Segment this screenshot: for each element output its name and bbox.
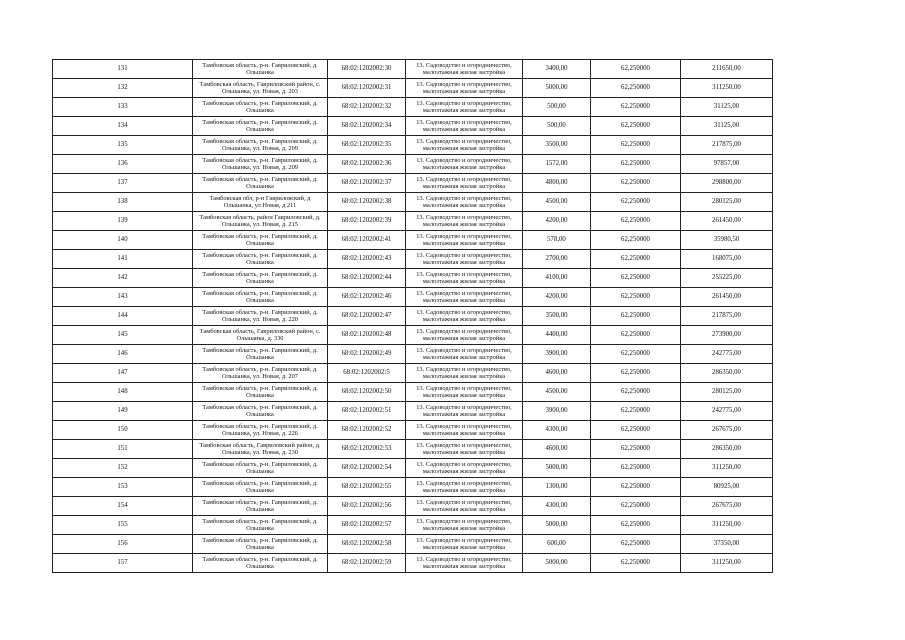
cadastral-number-cell: 68:02:1202002:59 xyxy=(328,554,406,573)
amount-cell: 211650,00 xyxy=(681,60,773,79)
cadastral-number-cell: 68:02:1202002:31 xyxy=(328,79,406,98)
land-use-cell: 13. Садоводство и огородничество, малоэтажная жилая застройка xyxy=(406,174,523,193)
land-use-cell: 13. Садоводство и огородничество, малоэтажная жилая застройка xyxy=(406,98,523,117)
rate-cell: 62,250000 xyxy=(591,288,681,307)
row-number-cell: 140 xyxy=(53,231,193,250)
document-sheet xyxy=(52,59,772,573)
address-cell: Тамбовская область, р-н. Гавриловский, д. Ольшанка xyxy=(193,345,328,364)
cadastral-number-cell: 68:02:1202002:57 xyxy=(328,516,406,535)
address-cell: Тамбовская область, р-н. Гавриловский, д. Ольшанка xyxy=(193,383,328,402)
table-row xyxy=(53,345,773,364)
address-cell: Тамбовская область, р-н. Гавриловский, д. Ольшанка xyxy=(193,554,328,573)
cadastral-number-cell: 68:02:1202002:34 xyxy=(328,117,406,136)
cadastral-number-cell: 68:02:1202002:53 xyxy=(328,440,406,459)
rate-cell: 62,250000 xyxy=(591,535,681,554)
address-cell: Тамбовская область, р-н. Гавриловский, д. Ольшанка xyxy=(193,174,328,193)
row-number-cell: 151 xyxy=(53,440,193,459)
table-row xyxy=(53,516,773,535)
row-number-cell: 153 xyxy=(53,478,193,497)
land-use-cell: 13. Садоводство и огородничество, малоэтажная жилая застройка xyxy=(406,516,523,535)
row-number-cell: 133 xyxy=(53,98,193,117)
area-cell: 4400,00 xyxy=(523,326,591,345)
amount-cell: 31125,00 xyxy=(681,98,773,117)
amount-cell: 35980,50 xyxy=(681,231,773,250)
amount-cell: 31125,00 xyxy=(681,117,773,136)
area-cell: 5000,00 xyxy=(523,459,591,478)
cadastral-number-cell: 68:02:1202002:56 xyxy=(328,497,406,516)
amount-cell: 97857,00 xyxy=(681,155,773,174)
area-cell: 4200,00 xyxy=(523,212,591,231)
table-row xyxy=(53,383,773,402)
area-cell: 4200,00 xyxy=(523,288,591,307)
cadastral-number-cell: 68:02:1202002:39 xyxy=(328,212,406,231)
land-use-cell: 13. Садоводство и огородничество, малоэтажная жилая застройка xyxy=(406,60,523,79)
land-use-cell: 13. Садоводство и огородничество, малоэтажная жилая застройка xyxy=(406,231,523,250)
table-row xyxy=(53,269,773,288)
amount-cell: 273900,00 xyxy=(681,326,773,345)
land-use-cell: 13. Садоводство и огородничество, малоэтажная жилая застройка xyxy=(406,383,523,402)
area-cell: 5000,00 xyxy=(523,516,591,535)
rate-cell: 62,250000 xyxy=(591,98,681,117)
address-cell: Тамбовская область, р-н. Гавриловский, д. Ольшанка xyxy=(193,478,328,497)
table-row xyxy=(53,497,773,516)
address-cell: Тамбовская область, р-н. Гавриловский, д. Ольшанка xyxy=(193,269,328,288)
table-body xyxy=(53,60,773,573)
row-number-cell: 149 xyxy=(53,402,193,421)
address-cell: Тамбовская область, р-н. Гавриловский, д. Ольшанка xyxy=(193,231,328,250)
row-number-cell: 135 xyxy=(53,136,193,155)
cadastral-number-cell: 68:02:1202002:47 xyxy=(328,307,406,326)
address-cell: Тамбовская область, р-н. Гавриловский, д. Ольшанка xyxy=(193,117,328,136)
table-row xyxy=(53,440,773,459)
amount-cell: 280125,00 xyxy=(681,383,773,402)
table-row xyxy=(53,554,773,573)
row-number-cell: 148 xyxy=(53,383,193,402)
row-number-cell: 132 xyxy=(53,79,193,98)
area-cell: 2700,00 xyxy=(523,250,591,269)
table-row xyxy=(53,231,773,250)
amount-cell: 267675,00 xyxy=(681,421,773,440)
area-cell: 4300,00 xyxy=(523,497,591,516)
amount-cell: 217875,00 xyxy=(681,136,773,155)
cadastral-number-cell: 68:02:1202002:5 xyxy=(328,364,406,383)
row-number-cell: 139 xyxy=(53,212,193,231)
row-number-cell: 155 xyxy=(53,516,193,535)
area-cell: 4600,00 xyxy=(523,440,591,459)
row-number-cell: 144 xyxy=(53,307,193,326)
area-cell: 3500,00 xyxy=(523,307,591,326)
rate-cell: 62,250000 xyxy=(591,79,681,98)
land-use-cell: 13. Садоводство и огородничество, малоэтажная жилая застройка xyxy=(406,250,523,269)
area-cell: 4500,00 xyxy=(523,193,591,212)
land-use-cell: 13. Садоводство и огородничество, малоэтажная жилая застройка xyxy=(406,535,523,554)
area-cell: 5000,00 xyxy=(523,554,591,573)
rate-cell: 62,250000 xyxy=(591,174,681,193)
address-cell: Тамбовская область, район Гавриловский, д. Ольшанка, ул. Новая, д. 215 xyxy=(193,212,328,231)
amount-cell: 80925,00 xyxy=(681,478,773,497)
address-cell: Тамбовская область, р-н. Гавриловский, д. Ольшанка xyxy=(193,250,328,269)
land-use-cell: 13. Садоводство и огородничество, малоэтажная жилая застройка xyxy=(406,402,523,421)
area-cell: 1572,00 xyxy=(523,155,591,174)
row-number-cell: 145 xyxy=(53,326,193,345)
cadastral-number-cell: 68:02:1202002:36 xyxy=(328,155,406,174)
rate-cell: 62,250000 xyxy=(591,497,681,516)
amount-cell: 311250,00 xyxy=(681,459,773,478)
area-cell: 1300,00 xyxy=(523,478,591,497)
area-cell: 4500,00 xyxy=(523,383,591,402)
area-cell: 4600,00 xyxy=(523,364,591,383)
rate-cell: 62,250000 xyxy=(591,307,681,326)
amount-cell: 261450,00 xyxy=(681,212,773,231)
table-row xyxy=(53,117,773,136)
rate-cell: 62,250000 xyxy=(591,345,681,364)
amount-cell: 311250,00 xyxy=(681,516,773,535)
cadastral-number-cell: 68:02:1202002:43 xyxy=(328,250,406,269)
table-row xyxy=(53,459,773,478)
address-cell: Тамбовская обл, р-н Гавриловский, д Ольшанка, ул Новая, д 211 xyxy=(193,193,328,212)
amount-cell: 311250,00 xyxy=(681,554,773,573)
area-cell: 3400,00 xyxy=(523,60,591,79)
table-row xyxy=(53,326,773,345)
land-use-cell: 13. Садоводство и огородничество, малоэтажная жилая застройка xyxy=(406,497,523,516)
rate-cell: 62,250000 xyxy=(591,383,681,402)
address-cell: Тамбовская область, р-н. Гавриловский, д. Ольшанка, ул. Новая, д. 207 xyxy=(193,364,328,383)
cadastral-number-cell: 68:02:1202002:41 xyxy=(328,231,406,250)
row-number-cell: 136 xyxy=(53,155,193,174)
rate-cell: 62,250000 xyxy=(591,193,681,212)
rate-cell: 62,250000 xyxy=(591,231,681,250)
area-cell: 4300,00 xyxy=(523,421,591,440)
amount-cell: 311250,00 xyxy=(681,79,773,98)
land-use-cell: 13. Садоводство и огородничество, малоэтажная жилая застройка xyxy=(406,269,523,288)
address-cell: Тамбовская область, Гавриловский район, д. Ольшанка, ул. Новая, д. 230 xyxy=(193,440,328,459)
row-number-cell: 147 xyxy=(53,364,193,383)
cadastral-number-cell: 68:02:1202002:52 xyxy=(328,421,406,440)
row-number-cell: 134 xyxy=(53,117,193,136)
address-cell: Тамбовская область, р-н. Гавриловский, д. Ольшанка, ул. Новая, д. 209 xyxy=(193,155,328,174)
rate-cell: 62,250000 xyxy=(591,364,681,383)
table-row xyxy=(53,155,773,174)
row-number-cell: 152 xyxy=(53,459,193,478)
land-use-cell: 13. Садоводство и огородничество, малоэтажная жилая застройка xyxy=(406,326,523,345)
table-row xyxy=(53,174,773,193)
rate-cell: 62,250000 xyxy=(591,554,681,573)
row-number-cell: 137 xyxy=(53,174,193,193)
address-cell: Тамбовская область, р-н. Гавриловский, д. Ольшанка xyxy=(193,535,328,554)
address-cell: Тамбовская область, р-н. Гавриловский, д. Ольшанка, ул. Новая, д. 209 xyxy=(193,136,328,155)
land-use-cell: 13. Садоводство и огородничество, малоэтажная жилая застройка xyxy=(406,288,523,307)
cadastral-number-cell: 68:02:1202002:48 xyxy=(328,326,406,345)
address-cell: Тамбовская область, р-н. Гавриловский, д. Ольшанка, ул. Новая, д. 226 xyxy=(193,421,328,440)
cadastral-number-cell: 68:02:1202002:35 xyxy=(328,136,406,155)
rate-cell: 62,250000 xyxy=(591,60,681,79)
amount-cell: 267675,00 xyxy=(681,497,773,516)
rate-cell: 62,250000 xyxy=(591,459,681,478)
row-number-cell: 138 xyxy=(53,193,193,212)
address-cell: Тамбовская область, р-н. Гавриловский, д. Ольшанка xyxy=(193,60,328,79)
amount-cell: 37350,00 xyxy=(681,535,773,554)
rate-cell: 62,250000 xyxy=(591,136,681,155)
address-cell: Тамбовская область, Гавриловский район, с. Ольшанка, д. 330 xyxy=(193,326,328,345)
rate-cell: 62,250000 xyxy=(591,212,681,231)
cadastral-number-cell: 68:02:1202002:50 xyxy=(328,383,406,402)
address-cell: Тамбовская область, р-н. Гавриловский, д. Ольшанка xyxy=(193,402,328,421)
area-cell: 3900,00 xyxy=(523,345,591,364)
area-cell: 3900,00 xyxy=(523,402,591,421)
rate-cell: 62,250000 xyxy=(591,326,681,345)
table-row xyxy=(53,98,773,117)
row-number-cell: 156 xyxy=(53,535,193,554)
cadastral-number-cell: 68:02:1202002:30 xyxy=(328,60,406,79)
address-cell: Тамбовская область, р-н. Гавриловский, д. Ольшанка xyxy=(193,98,328,117)
table-row xyxy=(53,60,773,79)
amount-cell: 261450,00 xyxy=(681,288,773,307)
land-use-cell: 13. Садоводство и огородничество, малоэтажная жилая застройка xyxy=(406,307,523,326)
rate-cell: 62,250000 xyxy=(591,516,681,535)
table-row xyxy=(53,79,773,98)
cadastral-number-cell: 68:02:1202002:44 xyxy=(328,269,406,288)
cadastral-number-cell: 68:02:1202002:38 xyxy=(328,193,406,212)
cadastral-number-cell: 68:02:1202002:49 xyxy=(328,345,406,364)
land-use-cell: 13. Садоводство и огородничество, малоэтажная жилая застройка xyxy=(406,345,523,364)
land-plots-table xyxy=(52,59,773,573)
land-use-cell: 13. Садоводство и огородничество, малоэтажная жилая застройка xyxy=(406,193,523,212)
land-use-cell: 13. Садоводство и огородничество, малоэтажная жилая застройка xyxy=(406,117,523,136)
rate-cell: 62,250000 xyxy=(591,117,681,136)
row-number-cell: 146 xyxy=(53,345,193,364)
area-cell: 4100,00 xyxy=(523,269,591,288)
area-cell: 4800,00 xyxy=(523,174,591,193)
amount-cell: 280125,00 xyxy=(681,193,773,212)
amount-cell: 255225,00 xyxy=(681,269,773,288)
area-cell: 3500,00 xyxy=(523,136,591,155)
row-number-cell: 154 xyxy=(53,497,193,516)
land-use-cell: 13. Садоводство и огородничество, малоэтажная жилая застройка xyxy=(406,136,523,155)
table-row xyxy=(53,364,773,383)
land-use-cell: 13. Садоводство и огородничество, малоэтажная жилая застройка xyxy=(406,421,523,440)
rate-cell: 62,250000 xyxy=(591,269,681,288)
cadastral-number-cell: 68:02:1202002:51 xyxy=(328,402,406,421)
address-cell: Тамбовская область, р-н. Гавриловский, д. Ольшанка xyxy=(193,288,328,307)
rate-cell: 62,250000 xyxy=(591,421,681,440)
cadastral-number-cell: 68:02:1202002:54 xyxy=(328,459,406,478)
area-cell: 500,00 xyxy=(523,98,591,117)
land-use-cell: 13. Садоводство и огородничество, малоэтажная жилая застройка xyxy=(406,478,523,497)
rate-cell: 62,250000 xyxy=(591,402,681,421)
table-row xyxy=(53,250,773,269)
address-cell: Тамбовская область, Гавриловский район, с. Ольшанка, ул. Новая, д. 203 xyxy=(193,79,328,98)
table-row xyxy=(53,402,773,421)
table-row xyxy=(53,136,773,155)
land-use-cell: 13. Садоводство и огородничество, малоэтажная жилая застройка xyxy=(406,364,523,383)
cadastral-number-cell: 68:02:1202002:32 xyxy=(328,98,406,117)
rate-cell: 62,250000 xyxy=(591,155,681,174)
amount-cell: 217875,00 xyxy=(681,307,773,326)
table-row xyxy=(53,193,773,212)
address-cell: Тамбовская область, р-н. Гавриловский, д. Ольшанка, ул. Новая, д. 220 xyxy=(193,307,328,326)
table-row xyxy=(53,307,773,326)
address-cell: Тамбовская область, р-н. Гавриловский, д. Ольшанка xyxy=(193,497,328,516)
amount-cell: 298800,00 xyxy=(681,174,773,193)
table-row xyxy=(53,288,773,307)
table-row xyxy=(53,478,773,497)
row-number-cell: 131 xyxy=(53,60,193,79)
row-number-cell: 143 xyxy=(53,288,193,307)
amount-cell: 168075,00 xyxy=(681,250,773,269)
land-use-cell: 13. Садоводство и огородничество, малоэтажная жилая застройка xyxy=(406,79,523,98)
area-cell: 578,00 xyxy=(523,231,591,250)
area-cell: 500,00 xyxy=(523,117,591,136)
land-use-cell: 13. Садоводство и огородничество, малоэтажная жилая застройка xyxy=(406,554,523,573)
row-number-cell: 150 xyxy=(53,421,193,440)
table-row xyxy=(53,535,773,554)
area-cell: 5000,00 xyxy=(523,79,591,98)
cadastral-number-cell: 68:02:1202002:58 xyxy=(328,535,406,554)
row-number-cell: 142 xyxy=(53,269,193,288)
rate-cell: 62,250000 xyxy=(591,250,681,269)
cadastral-number-cell: 68:02:1202002:46 xyxy=(328,288,406,307)
address-cell: Тамбовская область, р-н. Гавриловский, д. Ольшанка xyxy=(193,459,328,478)
area-cell: 600,00 xyxy=(523,535,591,554)
row-number-cell: 157 xyxy=(53,554,193,573)
rate-cell: 62,250000 xyxy=(591,440,681,459)
amount-cell: 286350,00 xyxy=(681,440,773,459)
land-use-cell: 13. Садоводство и огородничество, малоэтажная жилая застройка xyxy=(406,459,523,478)
cadastral-number-cell: 68:02:1202002:37 xyxy=(328,174,406,193)
address-cell: Тамбовская область, р-н. Гавриловский, д. Ольшанка xyxy=(193,516,328,535)
row-number-cell: 141 xyxy=(53,250,193,269)
amount-cell: 242775,00 xyxy=(681,402,773,421)
table-row xyxy=(53,212,773,231)
table-row xyxy=(53,421,773,440)
land-use-cell: 13. Садоводство и огородничество, малоэтажная жилая застройка xyxy=(406,212,523,231)
cadastral-number-cell: 68:02:1202002:55 xyxy=(328,478,406,497)
amount-cell: 286350,00 xyxy=(681,364,773,383)
land-use-cell: 13. Садоводство и огородничество, малоэтажная жилая застройка xyxy=(406,440,523,459)
land-use-cell: 13. Садоводство и огородничество, малоэтажная жилая застройка xyxy=(406,155,523,174)
amount-cell: 242775,00 xyxy=(681,345,773,364)
rate-cell: 62,250000 xyxy=(591,478,681,497)
